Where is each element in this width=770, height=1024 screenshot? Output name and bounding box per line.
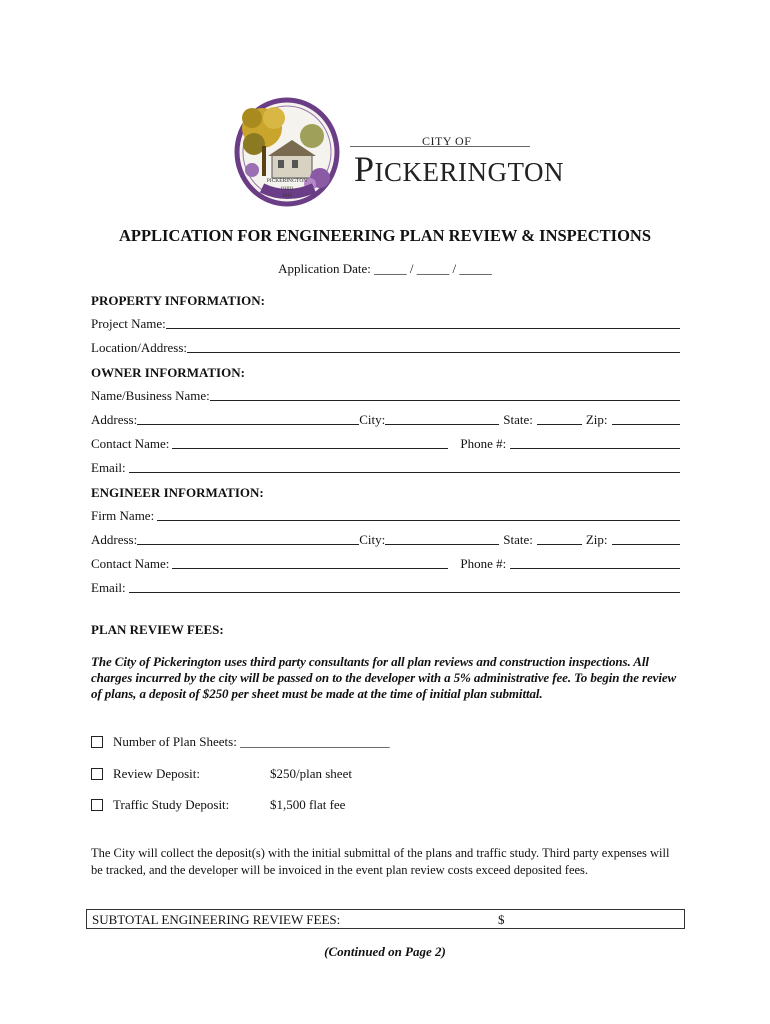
review-deposit-checkbox[interactable] — [91, 768, 103, 780]
subtotal-label: SUBTOTAL ENGINEERING REVIEW FEES: — [92, 912, 341, 927]
owner-city-label: City: — [359, 412, 386, 427]
fees-notice: The City of Pickerington uses third party consultants for all plan reviews and construction inspections. All charges incurred by the city will be passed on to the developer with a 5% administrative fee. To begin the review of plans, a deposit of $250 per sheet must be made at the time of initial plan submittal. — [91, 654, 677, 701]
fee-item-review-deposit — [91, 766, 352, 782]
logo-city-of: CITY OF — [422, 134, 472, 148]
page-title: APPLICATION FOR ENGINEERING PLAN REVIEW & INSPECTIONS — [118, 226, 652, 245]
engineer-email-field[interactable] — [129, 592, 680, 593]
engineer-city-label: City: — [359, 532, 386, 547]
fee-item-traffic-study — [91, 797, 345, 813]
review-deposit-label: Review Deposit: — [113, 766, 201, 781]
owner-zip-field[interactable] — [612, 424, 680, 425]
engineer-city-field[interactable] — [385, 544, 499, 545]
engineer-email-row — [91, 578, 680, 596]
project-name-label: Project Name: — [91, 316, 166, 331]
owner-address-row — [91, 410, 680, 428]
owner-state-field[interactable] — [537, 424, 582, 425]
owner-email-label: Email: — [91, 460, 126, 475]
engineer-email-label: Email: — [91, 580, 126, 595]
seal-line-1: PICKERINGTON — [266, 178, 308, 184]
project-name-row — [91, 314, 680, 332]
engineer-address-row — [91, 530, 680, 548]
owner-zip-label: Zip: — [585, 412, 608, 427]
owner-email-row — [91, 458, 680, 476]
engineer-state-field[interactable] — [537, 544, 582, 545]
application-date-field[interactable]: Application Date: _____ / _____ / _____ — [278, 261, 492, 276]
engineer-contact-label: Contact Name: — [91, 556, 170, 571]
logo-city-name-last: N — [544, 157, 565, 187]
engineer-contact-row — [91, 554, 680, 572]
plan-sheets-label: Number of Plan Sheets: _______________________ — [113, 734, 390, 749]
owner-city-field[interactable] — [385, 424, 499, 425]
firm-name-label: Firm Name: — [91, 508, 155, 523]
engineer-phone-label: Phone #: — [460, 556, 507, 571]
owner-contact-field[interactable] — [172, 448, 448, 449]
logo-city-name-first: P — [354, 149, 375, 189]
owner-phone-field[interactable] — [510, 448, 680, 449]
subtotal-value-field[interactable]: $ — [498, 912, 505, 927]
collection-note: The City will collect the deposit(s) with the initial submittal of the plans and traffic study. Third party expenses will be tracked, and the developer will be invoiced in the event plan review costs exceed deposited fees. — [91, 846, 670, 877]
city-logo — [232, 96, 565, 208]
owner-name-label: Name/Business Name: — [91, 388, 210, 403]
owner-contact-label: Contact Name: — [91, 436, 170, 451]
location-row — [91, 338, 680, 356]
traffic-study-value: $1,500 flat fee — [270, 797, 346, 812]
owner-name-row — [91, 386, 680, 404]
firm-name-field[interactable] — [157, 520, 680, 521]
owner-phone-label: Phone #: — [460, 436, 507, 451]
owner-contact-row — [91, 434, 680, 452]
owner-heading: OWNER INFORMATION: — [91, 365, 245, 380]
fee-item-plan-sheets — [91, 734, 390, 750]
fees-heading: PLAN REVIEW FEES: — [91, 622, 224, 637]
city-seal-icon — [232, 96, 342, 208]
location-label: Location/Address: — [91, 340, 188, 355]
firm-name-row — [91, 506, 680, 524]
traffic-study-label: Traffic Study Deposit: — [113, 797, 230, 812]
plan-sheets-checkbox[interactable] — [91, 736, 103, 748]
engineer-heading: ENGINEER INFORMATION: — [91, 485, 264, 500]
owner-email-field[interactable] — [129, 472, 680, 473]
logo-city-name-rest: ICKERINGTO — [374, 157, 545, 187]
owner-address-field[interactable] — [137, 424, 359, 425]
owner-state-label: State: — [503, 412, 533, 427]
continued-note: (Continued on Page 2) — [324, 944, 446, 959]
review-deposit-value: $250/plan sheet — [270, 766, 352, 781]
owner-name-field[interactable] — [210, 400, 680, 401]
engineer-state-label: State: — [503, 532, 533, 547]
property-heading: PROPERTY INFORMATION: — [91, 293, 265, 308]
engineer-address-field[interactable] — [137, 544, 359, 545]
traffic-study-checkbox[interactable] — [91, 799, 103, 811]
location-field[interactable] — [187, 352, 680, 353]
owner-address-label: Address: — [91, 412, 138, 427]
engineer-phone-field[interactable] — [510, 568, 680, 569]
logo-city-name — [354, 148, 564, 190]
project-name-field[interactable] — [166, 328, 680, 329]
engineer-contact-field[interactable] — [172, 568, 448, 569]
subtotal-box — [86, 909, 685, 929]
engineer-address-label: Address: — [91, 532, 138, 547]
engineer-zip-field[interactable] — [612, 544, 680, 545]
engineer-zip-label: Zip: — [585, 532, 608, 547]
seal-line-3: 1815 — [282, 194, 292, 199]
seal-line-2: OHIO — [280, 187, 294, 192]
